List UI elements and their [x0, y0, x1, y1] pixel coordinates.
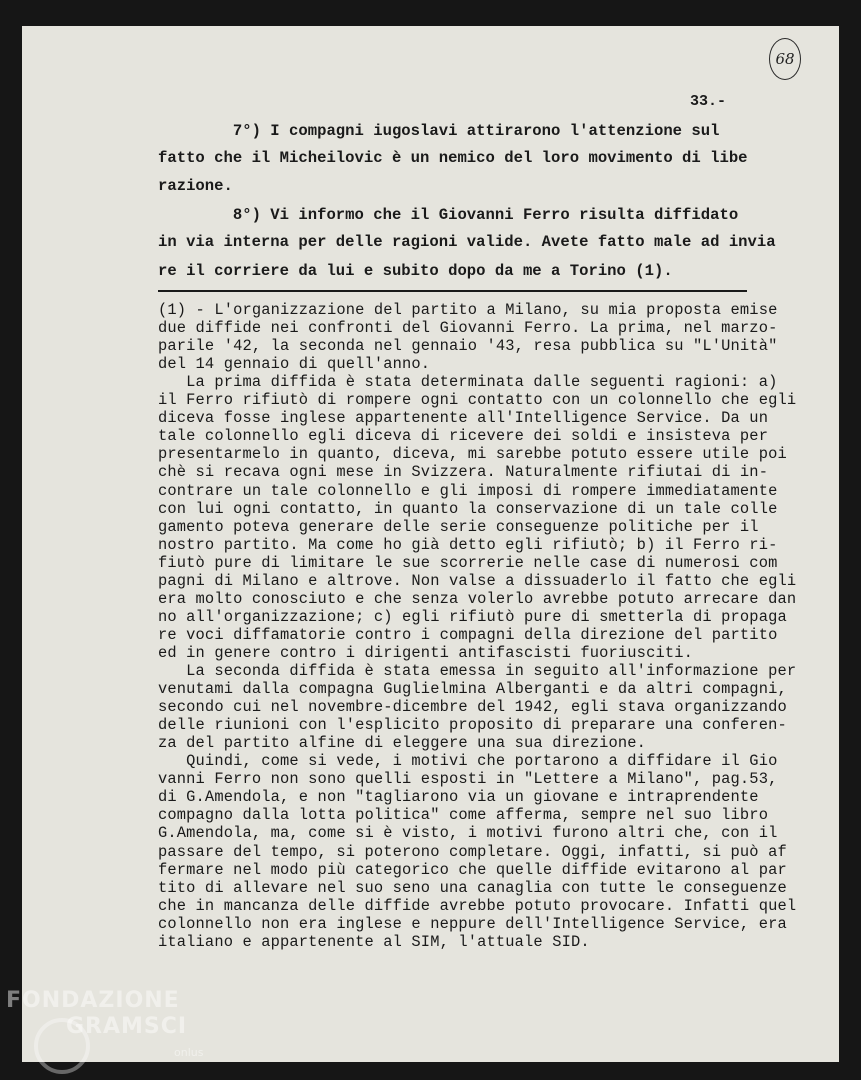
footnote-line: ed in genere contro i dirigenti antifascisti fuoriusciti. — [158, 643, 693, 662]
gramsci-logo-icon — [34, 1018, 90, 1074]
footnote-line: fiutò pure di limitare le sue scorrerie nelle case di numerosi com — [158, 553, 778, 572]
footnote-line: delle riunioni con l'esplicito proposito di preparare una conferen- — [158, 716, 787, 735]
footnote-line: vanni Ferro non sono quelli esposti in "Lettere a Milano", pag.53, — [158, 770, 778, 789]
footnote-line: presentarmelo in quanto, diceva, mi sarebbe potuto essere utile poi — [158, 445, 787, 464]
footnote-line: chè si recava ogni mese in Svizzera. Naturalmente rifiutai di in- — [158, 463, 769, 482]
footnote-line: con lui ogni contatto, in quanto la conservazione di un tale colle — [158, 499, 778, 518]
footnote-line: G.Amendola, ma, come si è visto, i motivi furono altri che, con il — [158, 824, 778, 843]
archive-number-stamp — [769, 38, 801, 80]
watermark-line2: GRAMSCI — [66, 1014, 188, 1039]
footnote-line: di G.Amendola, e non "tagliarono via un giovane e intraprendente — [158, 788, 759, 807]
footnote-line: del 14 gennaio di quell'anno. — [158, 355, 431, 374]
footnote-line: tale colonnello egli diceva di ricevere dei soldi e insisteva per — [158, 427, 769, 446]
page-number: 33.- — [690, 93, 727, 110]
body-line: razione. — [158, 177, 233, 195]
footnote-line: il Ferro rifiutò di rompere ogni contatto con un colonnello che egli — [158, 391, 797, 410]
footnote-line: italiano e appartenente al SIM, l'attuale SID. — [158, 932, 590, 951]
footnote-line: nostro partito. Ma come ho già detto egli rifiutò; b) il Ferro ri- — [158, 535, 778, 554]
footnote-line: pagni di Milano e altrove. Non valse a dissuaderlo il fatto che egli — [158, 571, 797, 590]
watermark-line1: FONDAZIONE — [6, 988, 180, 1013]
body-line: in via interna per delle ragioni valide. Avete fatto male ad invia — [158, 233, 776, 251]
archive-number: 68 — [775, 50, 795, 68]
footnote-line: parile '42, la seconda nel gennaio '43, resa pubblica su "L'Unità" — [158, 337, 778, 356]
body-line: 7°) I compagni iugoslavi attirarono l'attenzione sul — [158, 122, 720, 140]
footnote-line: (1) - L'organizzazione del partito a Milano, su mia proposta emise — [158, 301, 778, 319]
footnote-line: diceva fosse inglese appartenente all'Intelligence Service. Da un — [158, 409, 769, 428]
footnote-line: venutami dalla compagna Guglielmina Alberganti e da altri compagni, — [158, 680, 787, 699]
footnote-line: compagno dalla lotta politica" come afferma, sempre nel suo libro — [158, 806, 769, 825]
footnote-line: fermare nel modo più categorico che quelle diffide evitarono al par — [158, 860, 787, 879]
footnote-line: La seconda diffida è stata emessa in seguito all'informazione per — [158, 662, 797, 680]
watermark — [6, 988, 204, 1059]
body-line: fatto che il Micheilovic è un nemico del loro movimento di libe — [158, 149, 748, 167]
footnote-line: La prima diffida è stata determinata dalle seguenti ragioni: a) — [158, 373, 778, 392]
body-line: re il corriere da lui e subito dopo da me a Torino (1). — [158, 262, 673, 280]
footnote-line: no all'organizzazione; c) egli rifiutò pure di smetterla di propaga — [158, 607, 787, 626]
footnote-line: tito di allevare nel suo seno una canaglia con tutte le conseguenze — [158, 878, 787, 897]
footnote-line: contrare un tale colonnello e gli imposi di rompere immediatamente — [158, 481, 778, 500]
footnote-line: colonnello non era inglese e neppure dell'Intelligence Service, era — [158, 914, 787, 933]
footnote-line: gamento poteva generare delle serie conseguenze politiche per il — [158, 517, 759, 536]
body-line: 8°) Vi informo che il Giovanni Ferro risulta diffidato — [158, 206, 739, 224]
footnote-line: re voci diffamatorie contro i compagni della direzione del partito — [158, 625, 778, 644]
watermark-line3: onlus — [174, 1046, 204, 1059]
footnote-line: Quindi, come si vede, i motivi che portarono a diffidare il Gio — [158, 752, 778, 771]
footnote-line: secondo cui nel novembre-dicembre del 1942, egli stava organizzando — [158, 698, 787, 717]
footnote-line: due diffide nei confronti del Giovanni Ferro. La prima, nel marzo- — [158, 319, 778, 338]
footnote-line: era molto conosciuto e che senza volerlo avrebbe potuto arrecare dan — [158, 589, 797, 608]
footnote-separator — [158, 290, 747, 292]
footnote-line: che in mancanza delle diffide avrebbe potuto provocare. Infatti quel — [158, 896, 797, 915]
footnote-line: passare del tempo, si poterono completare. Oggi, infatti, si può af — [158, 842, 787, 861]
footnote-line: za del partito alfine di eleggere una sua direzione. — [158, 734, 647, 753]
